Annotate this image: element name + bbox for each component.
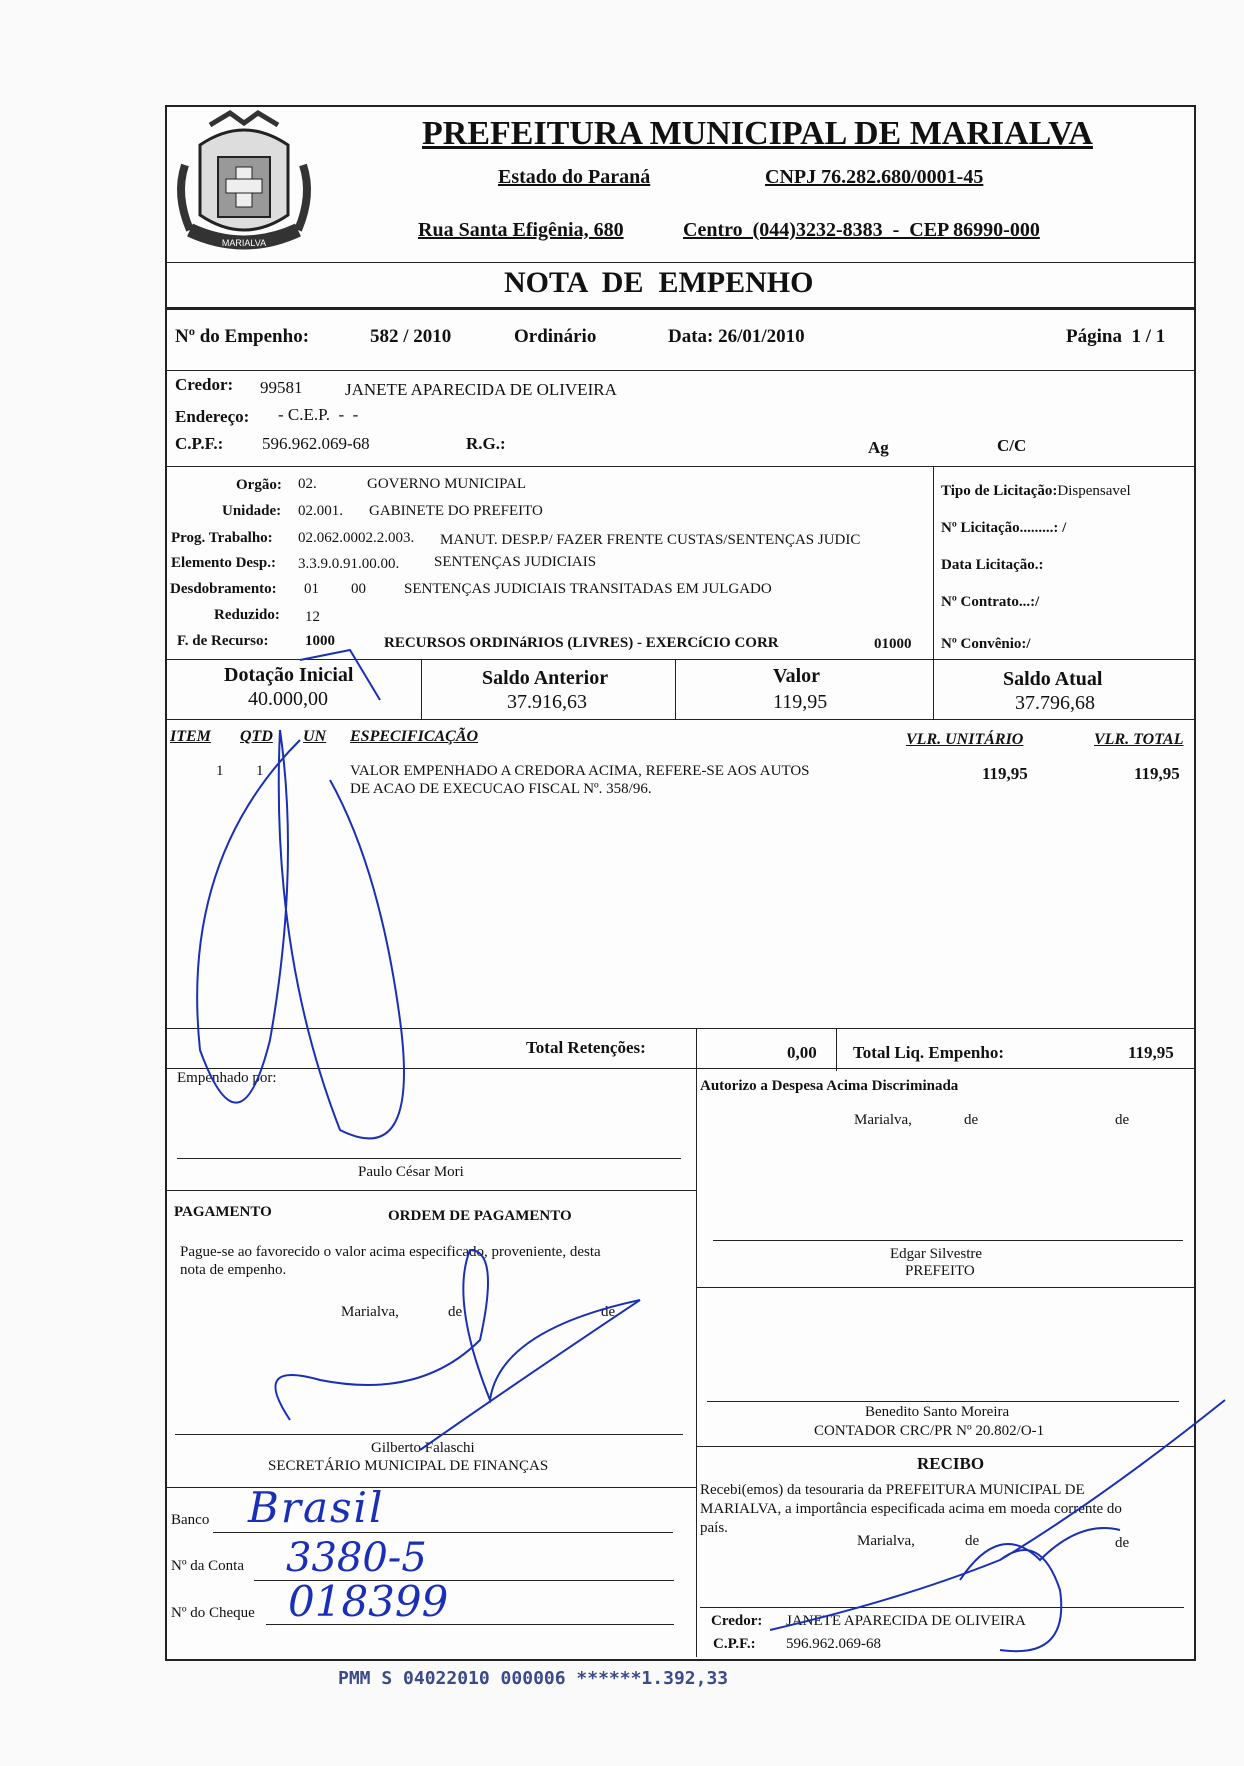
desdobramento-label: Desdobramento:: [170, 581, 277, 597]
item-vlr-total: 119,95: [1134, 764, 1180, 783]
prog-trabalho-name: MANUT. DESP.P/ FAZER FRENTE CUSTAS/SENTENÇAS JUDIC: [440, 532, 861, 548]
recibo-label: RECIBO: [917, 1454, 985, 1473]
col-header-vlr-total: VLR. TOTAL: [1094, 731, 1184, 748]
pagamento-text-line2: nota de empenho.: [180, 1262, 287, 1278]
cpf-value: 596.962.069-68: [262, 434, 370, 453]
divider: [421, 659, 422, 719]
cheque-label: Nº do Cheque: [171, 1605, 255, 1621]
divider: [696, 1287, 1194, 1288]
conta-label: Nº da Conta: [171, 1558, 244, 1574]
item-vlr-unitario: 119,95: [982, 764, 1028, 783]
divider: [696, 1068, 697, 1657]
divider: [696, 1028, 697, 1071]
col-header-un: UN: [303, 728, 327, 745]
dotacao-label: Dotação Inicial: [224, 664, 354, 686]
col-header-item: ITEM: [170, 728, 211, 745]
desdobramento-subcode: 00: [351, 581, 366, 597]
prefeito-name: Edgar Silvestre: [890, 1246, 983, 1262]
autorizo-place: Marialva,: [854, 1112, 912, 1128]
credor-name: JANETE APARECIDA DE OLIVEIRA: [345, 380, 617, 399]
cpf-label: C.P.F.:: [175, 434, 224, 453]
conta-handwritten: 3380-5: [286, 1535, 427, 1581]
divider: [165, 1487, 696, 1488]
empenho-date: Data: 26/01/2010: [668, 326, 805, 347]
item-qtd: 1: [256, 763, 264, 779]
signature-line: [713, 1240, 1183, 1241]
total-liq-label: Total Liq. Empenho:: [853, 1043, 1004, 1062]
orgao-name: GOVERNO MUNICIPAL: [367, 476, 527, 492]
endereco-label: Endereço:: [175, 407, 250, 426]
divider: [933, 659, 934, 719]
empenhado-name: Paulo César Mori: [358, 1164, 464, 1180]
recurso-code: 1000: [305, 633, 335, 649]
address-label: Rua Santa Efigênia, 680: [418, 219, 624, 241]
dotacao-value: 40.000,00: [248, 688, 328, 710]
recurso-name: RECURSOS ORDINáRIOS (LIVRES) - EXERCíCIO CORR: [384, 635, 779, 651]
total-retencoes-value: 0,00: [787, 1043, 817, 1062]
saldo-atual-value: 37.796,68: [1015, 692, 1095, 714]
col-header-qtd: QTD: [240, 728, 273, 745]
divider: [165, 1068, 1194, 1069]
contador-role: CONTADOR CRC/PR Nº 20.802/O-1: [814, 1423, 1045, 1439]
divider: [675, 659, 676, 719]
valor-value: 119,95: [773, 691, 828, 713]
pagamento-de1: de: [448, 1304, 463, 1320]
autorizo-de2: de: [1115, 1112, 1130, 1128]
cnpj-label: CNPJ 76.282.680/0001-45: [765, 166, 984, 188]
prefeito-role: PREFEITO: [905, 1263, 975, 1279]
conta-corrente-label: C/C: [997, 436, 1027, 455]
autorizo-de1: de: [964, 1112, 979, 1128]
pagamento-label: PAGAMENTO: [174, 1204, 272, 1220]
recibo-de1: de: [965, 1533, 980, 1549]
signature-line: [707, 1401, 1179, 1402]
saldo-anterior-label: Saldo Anterior: [482, 667, 609, 689]
recibo-text-line1: Recebi(emos) da tesouraria da PREFEITURA MUNICIPAL DE: [700, 1482, 1085, 1498]
valor-label: Valor: [773, 665, 821, 687]
orgao-label: Orgão:: [236, 477, 282, 493]
credor-code: 99581: [260, 378, 303, 397]
divider: [165, 307, 1194, 310]
divider: [165, 659, 1194, 660]
licitacao-tipo-label: Tipo de Licitação:: [941, 483, 1058, 499]
ordem-pagamento-label: ORDEM DE PAGAMENTO: [388, 1208, 572, 1224]
licitacao-data-label: Data Licitação.:: [941, 557, 1044, 573]
signature-line: [175, 1434, 683, 1435]
empenhado-label: Empenhado por:: [177, 1070, 277, 1086]
banco-label: Banco: [171, 1512, 210, 1528]
recibo-place: Marialva,: [857, 1533, 915, 1549]
elemento-code: 3.3.9.0.91.00.00.: [298, 556, 400, 572]
divider: [933, 466, 934, 659]
recibo-cpf-value: 596.962.069-68: [786, 1636, 881, 1652]
recibo-de2: de: [1115, 1535, 1130, 1551]
saldo-atual-label: Saldo Atual: [1003, 668, 1103, 690]
empenho-type: Ordinário: [514, 326, 597, 347]
agencia-label: Ag: [868, 438, 889, 457]
empenho-number-value: 582 / 2010: [370, 326, 452, 347]
unidade-name: GABINETE DO PREFEITO: [369, 503, 543, 519]
item-number: 1: [216, 763, 224, 779]
divider: [165, 262, 1194, 263]
pagamento-de2: de: [601, 1304, 616, 1320]
cash-register-stamp: PMM S 04022010 000006 ******1.392,33: [338, 1668, 729, 1689]
divider: [165, 719, 1194, 720]
document-title: NOTA DE EMPENHO: [504, 266, 814, 299]
pagamento-place: Marialva,: [341, 1304, 399, 1320]
cheque-handwritten: 018399: [288, 1577, 449, 1626]
recurso-label: F. de Recurso:: [177, 633, 269, 649]
secretario-name: Gilberto Falaschi: [371, 1440, 475, 1456]
rg-label: R.G.:: [466, 434, 506, 453]
endereco-value: - C.E.P. - -: [278, 405, 359, 424]
licitacao-num-label: Nº Licitação.........: /: [941, 520, 1067, 536]
recibo-text-line2: MARIALVA, a importância especificada acima em moeda corrente do: [700, 1501, 1122, 1517]
col-header-vlr-unitario: VLR. UNITÁRIO: [906, 731, 1024, 748]
recibo-text-line3: país.: [700, 1520, 728, 1536]
item-description-line2: DE ACAO DE EXECUCAO FISCAL Nº. 358/96.: [350, 781, 652, 797]
licitacao-tipo-value: Dispensavel: [1057, 483, 1131, 499]
empenho-number-label: Nº do Empenho:: [175, 326, 310, 347]
desdobramento-code: 01: [304, 581, 319, 597]
reduzido-label: Reduzido:: [214, 607, 280, 623]
page-number: Página 1 / 1: [1066, 326, 1166, 347]
divider: [165, 1190, 696, 1191]
divider: [696, 1446, 1194, 1447]
municipal-crest-icon: [170, 105, 318, 257]
total-retencoes-label: Total Retenções:: [526, 1038, 646, 1057]
divider: [836, 1028, 837, 1071]
credor-label: Credor:: [175, 375, 234, 394]
contador-name: Benedito Santo Moreira: [865, 1404, 1010, 1420]
signature-line: [700, 1607, 1184, 1608]
recibo-credor-name: JANETE APARECIDA DE OLIVEIRA: [786, 1613, 1026, 1629]
orgao-code: 02.: [298, 476, 317, 492]
secretario-role: SECRETÁRIO MUNICIPAL DE FINANÇAS: [268, 1458, 549, 1474]
prog-trabalho-code: 02.062.0002.2.003.: [298, 530, 415, 546]
address-rest-label: Centro (044)3232-8383 - CEP 86990-000: [683, 219, 1040, 241]
banco-handwritten: Brasil: [248, 1483, 385, 1532]
recurso-code2: 01000: [874, 636, 912, 652]
desdobramento-name: SENTENÇAS JUDICIAIS TRANSITADAS EM JULGADO: [404, 581, 772, 597]
item-description-line1: VALOR EMPENHADO A CREDORA ACIMA, REFERE-SE AOS AUTOS: [350, 763, 810, 779]
divider: [165, 370, 1194, 371]
banco-field-line: [213, 1532, 673, 1533]
elemento-name: SENTENÇAS JUDICIAIS: [434, 554, 597, 570]
autorizo-label: Autorizo a Despesa Acima Discriminada: [700, 1078, 959, 1094]
recibo-cpf-label: C.P.F.:: [713, 1636, 756, 1652]
divider: [165, 466, 1194, 467]
signature-line: [177, 1158, 681, 1159]
page-title: PREFEITURA MUNICIPAL DE MARIALVA: [422, 115, 1093, 152]
saldo-anterior-value: 37.916,63: [507, 691, 587, 713]
col-header-especificacao: ESPECIFICAÇÃO: [350, 728, 479, 745]
reduzido-value: 12: [305, 609, 320, 625]
state-label: Estado do Paraná: [498, 166, 651, 188]
pagamento-text-line1: Pague-se ao favorecido o valor acima especificado, proveniente, desta: [180, 1244, 601, 1260]
divider: [165, 1028, 1194, 1029]
total-liq-value: 119,95: [1128, 1043, 1174, 1062]
recibo-credor-label: Credor:: [711, 1613, 763, 1629]
licitacao-tipo: [941, 483, 1131, 500]
elemento-label: Elemento Desp.:: [171, 555, 276, 571]
unidade-code: 02.001.: [298, 503, 343, 519]
contrato-label: Nº Contrato...:/: [941, 594, 1040, 610]
convenio-label: Nº Convênio:/: [941, 636, 1031, 652]
prog-trabalho-label: Prog. Trabalho:: [171, 530, 273, 546]
unidade-label: Unidade:: [222, 503, 282, 519]
crest-text: MARIALVA: [221, 238, 267, 248]
